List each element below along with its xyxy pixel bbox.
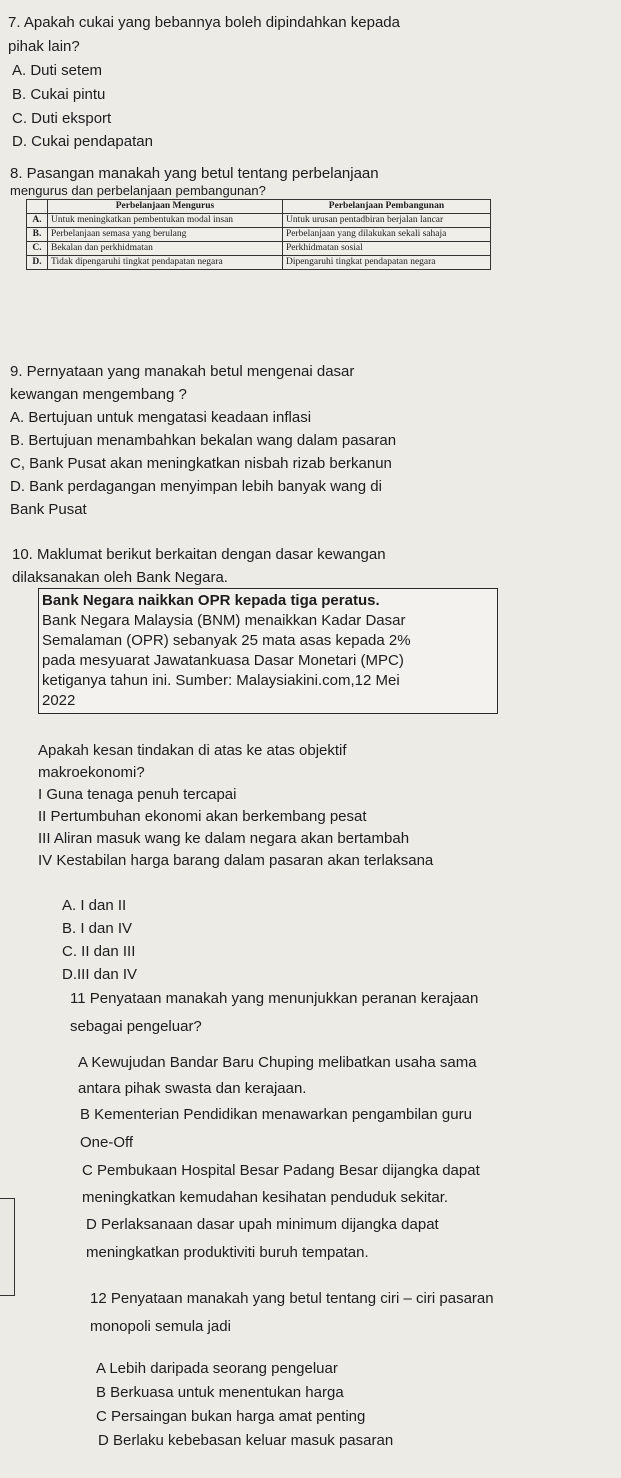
q9-option-d-line2: Bank Pusat	[10, 501, 87, 518]
q11-option-b-line1: B Kementerian Pendidikan menawarkan pengambilan guru	[80, 1106, 472, 1123]
q11-option-a-line2: antara pihak swasta dan kerajaan.	[78, 1080, 307, 1097]
row-label: C.	[27, 242, 48, 256]
q10-statement-2: II Pertumbuhan ekonomi akan berkembang pesat	[38, 808, 367, 825]
q10-statement-1: I Guna tenaga penuh tercapai	[38, 786, 237, 803]
q11-option-c-line1: C Pembukaan Hospital Besar Padang Besar dijangka dapat	[82, 1162, 480, 1179]
q12-option-b: B Berkuasa untuk menentukan harga	[96, 1384, 344, 1401]
q11-question-line1: 11 Penyataan manakah yang menunjukkan peranan kerajaan	[70, 990, 479, 1007]
q10-option-b: B. I dan IV	[62, 920, 133, 937]
q10-question-line1: 10. Maklumat berikut berkaitan dengan dasar kewangan	[12, 546, 386, 563]
q9-option-d-line1: D. Bank perdagangan menyimpan lebih banyak wang di	[10, 478, 382, 495]
row-cell-mengurus: Tidak dipengaruhi tingkat pendapatan negara	[48, 256, 283, 270]
q11-question-line2: sebagai pengeluar?	[70, 1018, 202, 1035]
q10-box-line3: pada mesyuarat Jawatankuasa Dasar Monetari (MPC)	[42, 652, 404, 669]
table-row	[27, 256, 491, 270]
q11-option-c-line2: meningkatkan kemudahan kesihatan penduduk sekitar.	[82, 1189, 449, 1206]
row-cell-mengurus: Untuk meningkatkan pembentukan modal insan	[48, 214, 283, 228]
q12-option-d: D Berlaku kebebasan keluar masuk pasaran	[98, 1432, 394, 1449]
q10-statement-4: IV Kestabilan harga barang dalam pasaran akan terlaksana	[38, 852, 434, 869]
q10-statement-3: III Aliran masuk wang ke dalam negara akan bertambah	[38, 830, 410, 847]
table-row	[27, 214, 491, 228]
q10-box-title: Bank Negara naikkan OPR kepada tiga peratus.	[42, 592, 380, 609]
q8-question-line1: 8. Pasangan manakah yang betul tentang perbelanjaan	[10, 165, 379, 182]
q7-question-line1: 7. Apakah cukai yang bebannya boleh dipindahkan kepada	[8, 14, 400, 31]
q10-option-a: A. I dan II	[62, 897, 127, 914]
q10-box-line2: Semalaman (OPR) sebanyak 25 mata asas kepada 2%	[42, 632, 411, 649]
row-cell-pembangunan: Perbelanjaan yang dilakukan sekali sahaja	[282, 228, 490, 242]
q7-question-line2: pihak lain?	[8, 38, 80, 55]
table-corner-cell	[27, 200, 48, 214]
q7-option-a: A. Duti setem	[12, 62, 103, 79]
q10-box-line4: ketiganya tahun ini. Sumber: Malaysiakini.com,12 Mei	[42, 672, 400, 689]
q10-box-line1: Bank Negara Malaysia (BNM) menaikkan Kadar Dasar	[42, 612, 406, 629]
row-cell-mengurus: Bekalan dan perkhidmatan	[48, 242, 283, 256]
table-header-row	[27, 200, 491, 214]
q11-option-d-line2: meningkatkan produktiviti buruh tempatan.	[86, 1244, 369, 1261]
row-cell-mengurus: Perbelanjaan semasa yang berulang	[48, 228, 283, 242]
table-header-mengurus: Perbelanjaan Mengurus	[48, 200, 283, 214]
row-cell-pembangunan: Perkhidmatan sosial	[282, 242, 490, 256]
table-row	[27, 242, 491, 256]
row-cell-pembangunan: Untuk urusan pentadbiran berjalan lancar	[282, 214, 490, 228]
q11-option-a-line1: A Kewujudan Bandar Baru Chuping melibatkan usaha sama	[78, 1054, 477, 1071]
row-label: D.	[27, 256, 48, 270]
q7-option-c: C. Duti eksport	[12, 110, 112, 127]
q9-option-b: B. Bertujuan menambahkan bekalan wang dalam pasaran	[10, 432, 397, 449]
table-header-pembangunan: Perbelanjaan Pembangunan	[282, 200, 490, 214]
page-edge-bracket	[0, 1198, 15, 1296]
q12-question-line2: monopoli semula jadi	[90, 1318, 231, 1335]
row-label: B.	[27, 228, 48, 242]
q9-question-line1: 9. Pernyataan yang manakah betul mengenai dasar	[10, 363, 355, 380]
q9-option-c: C, Bank Pusat akan meningkatkan nisbah rizab berkanun	[10, 455, 392, 472]
q11-option-d-line1: D Perlaksanaan dasar upah minimum dijangka dapat	[86, 1216, 439, 1233]
row-cell-pembangunan: Dipengaruhi tingkat pendapatan negara	[282, 256, 490, 270]
q7-option-d: D. Cukai pendapatan	[12, 133, 153, 150]
q10-box-line5: 2022	[42, 692, 76, 709]
q12-question-line1: 12 Penyataan manakah yang betul tentang ciri – ciri pasaran	[90, 1290, 494, 1307]
q10-option-d: D.III dan IV	[62, 966, 138, 983]
q11-option-b-line2: One-Off	[80, 1134, 134, 1151]
q10-prompt-line1: Apakah kesan tindakan di atas ke atas objektif	[38, 742, 347, 759]
q12-option-c: C Persaingan bukan harga amat penting	[96, 1408, 366, 1425]
q10-question-line2: dilaksanakan oleh Bank Negara.	[12, 569, 228, 586]
q10-prompt-line2: makroekonomi?	[38, 764, 145, 781]
q8-question-line2: mengurus dan perbelanjaan pembangunan?	[10, 183, 266, 198]
row-label: A.	[27, 214, 48, 228]
q9-option-a: A. Bertujuan untuk mengatasi keadaan inflasi	[10, 409, 312, 426]
q7-option-b: B. Cukai pintu	[12, 86, 106, 103]
table-row	[27, 228, 491, 242]
q8-table	[26, 199, 491, 270]
q12-option-a: A Lebih daripada seorang pengeluar	[96, 1360, 338, 1377]
q10-option-c: C. II dan III	[62, 943, 136, 960]
q9-question-line2: kewangan mengembang ?	[10, 386, 187, 403]
